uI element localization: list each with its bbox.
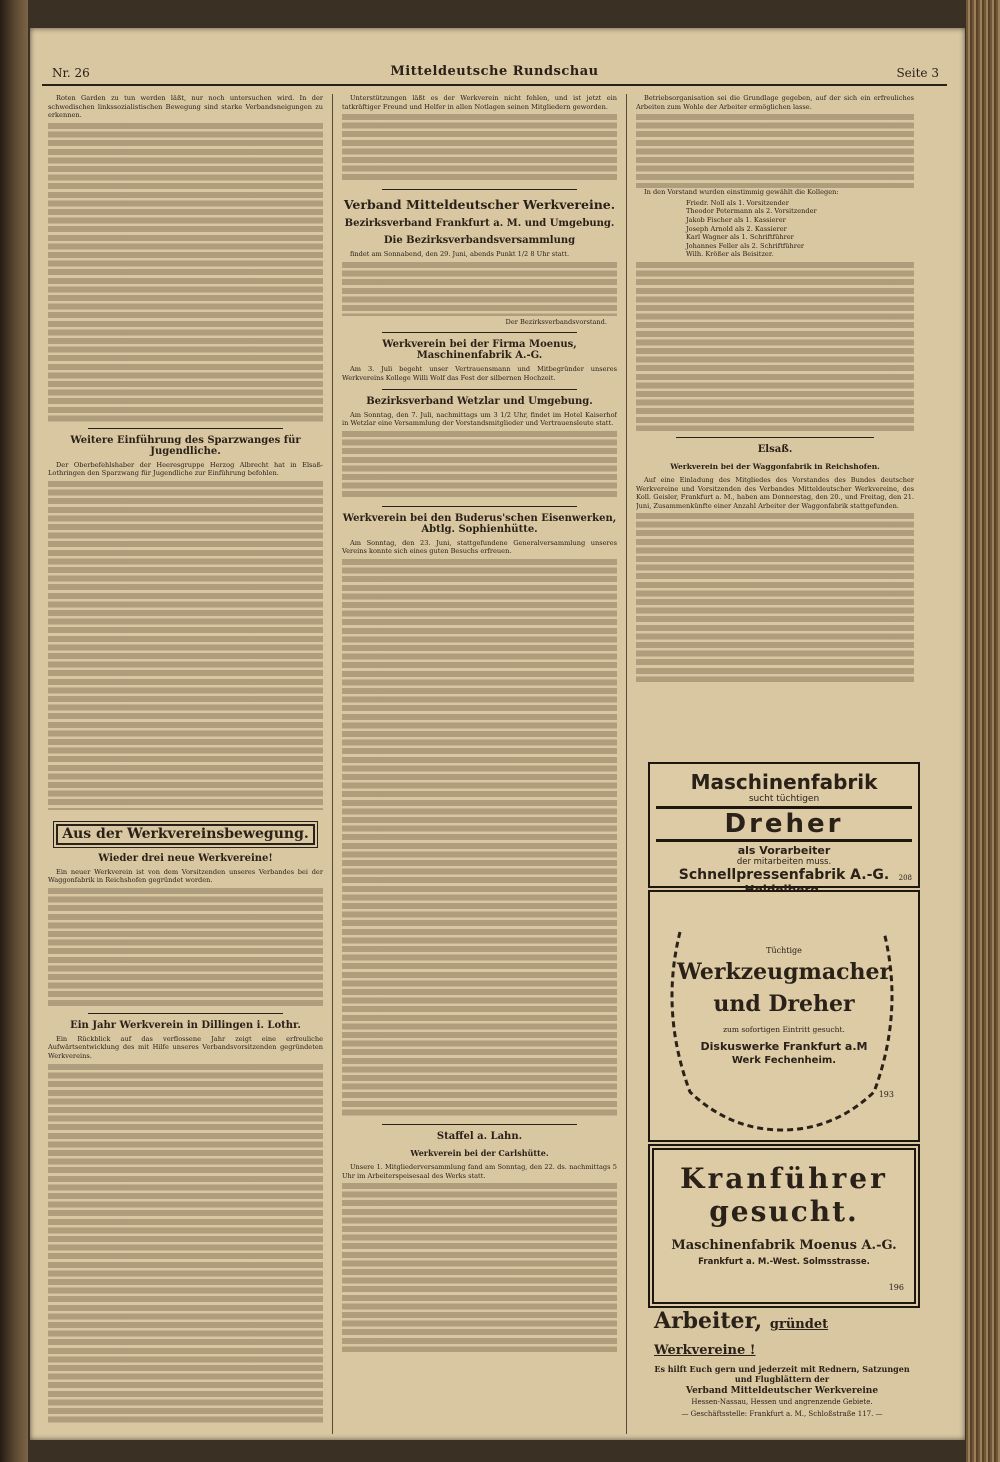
divider	[382, 389, 577, 390]
ad3-line2: gesucht.	[709, 1195, 859, 1228]
ad-maschinenfabrik-dreher	[648, 762, 920, 888]
divider	[382, 189, 577, 190]
column-3	[636, 94, 914, 754]
vorstand-member: Karl Wagner als 1. Schriftführer	[686, 233, 794, 242]
issue-number: Nr. 26	[52, 66, 90, 80]
buderus-text-block	[342, 558, 617, 1118]
ad1-line6: Schnellpressenfabrik A.-G.	[678, 867, 890, 883]
ad-kranfuehrer	[648, 1144, 920, 1308]
dillingen-lead: Ein Rückblick auf das verflossene Jahr zeigt eine erfreuliche Aufwärtsentwicklung des mit Hilfe unseres Verbandsvorsitzenden gegründeten Werkvereins.	[48, 1034, 323, 1060]
ad-werkzeugmacher	[648, 890, 920, 1142]
vorstand-member: Friedr. Noll als 1. Vorsitzender	[686, 198, 789, 207]
page-edges	[966, 0, 1000, 1462]
werkvereinsbewegung-box: Aus der Werkvereinsbewegung.	[56, 824, 315, 845]
vorstand-intro: In den Vorstand wurden einstimmig gewählt die Kollegen:	[644, 188, 839, 197]
elsass-text-block	[636, 512, 914, 682]
ad4-line2: gründet Werkvereine !	[654, 1317, 829, 1358]
ad3-line1: Kranführer	[680, 1162, 888, 1195]
buderus-heading: Werkverein bei den Buderus'schen Eisenwerken, Abtlg. Sophienhütte.	[342, 512, 617, 535]
column-rule	[332, 94, 333, 1434]
vorstand-member: Johannes Feller als 2. Schriftführer	[686, 241, 805, 250]
ad4-line3: Es hilft Euch gern und jederzeit mit Rednern, Satzungen und Flugblättern der	[654, 1364, 910, 1384]
vorstand-member: Joseph Arnold als 2. Kassierer	[686, 224, 787, 233]
drei-werkvereine-heading: Wieder drei neue Werkvereine!	[98, 852, 273, 864]
column-2	[342, 94, 617, 1434]
ad4-line4: Verband Mitteldeutscher Werkvereine	[685, 1386, 879, 1396]
vorstand-list	[686, 199, 914, 259]
divider	[382, 1124, 577, 1125]
versammlung-lead: findet am Sonnabend, den 29. Juni, abends Punkt 1/2 8 Uhr statt.	[350, 250, 570, 259]
elsass-heading: Elsaß.	[757, 443, 793, 455]
versammlung-signature: Der Bezirksverbandsvorstand.	[505, 317, 607, 326]
newspaper-title: Mitteldeutsche Rundschau	[390, 64, 599, 79]
ad2-line3: und Dreher	[713, 991, 855, 1017]
divider	[88, 1013, 283, 1014]
ad4-line6: — Geschäftsstelle: Frankfurt a. M., Schloßstraße 117. —	[681, 1410, 883, 1418]
col3-body-text-block	[636, 261, 914, 431]
vorstand-member: Wilh. Krößer als Beisitzer.	[686, 250, 774, 259]
ad4-line5: Hessen-Nassau, Hessen und angrenzende Gebiete.	[691, 1398, 873, 1406]
ad1-code: 208	[898, 874, 912, 882]
vorstand-member: Jakob Fischer als 1. Kassierer	[686, 215, 786, 224]
dillingen-text-block	[48, 1063, 323, 1423]
page-header	[42, 62, 947, 86]
ad2-code: 193	[878, 1090, 894, 1099]
col3-text-block	[636, 113, 914, 188]
ad3-code: 196	[888, 1283, 904, 1292]
divider	[676, 437, 874, 438]
ad2-line2: Werkzeugmacher	[676, 959, 892, 985]
ad2-line6: Werk Fechenheim.	[731, 1055, 837, 1066]
ad2-line5: Diskuswerke Frankfurt a.M	[700, 1040, 868, 1053]
elsass-subheading: Werkverein bei der Waggonfabrik in Reichshofen.	[670, 461, 880, 471]
buderus-lead: Am Sonntag, den 23. Juni, stattgefundene Generalversammlung unseres Vereins konnte sich eines guten Besuchs erfreuen.	[342, 538, 617, 556]
staffel-subheading: Werkverein bei der Carlshütte.	[410, 1147, 549, 1158]
ad1-line2: sucht tüchtigen	[748, 794, 820, 804]
ad1-line3: Dreher	[724, 809, 844, 839]
drei-werkvereine-lead: Ein neuer Werkverein ist von dem Vorsitzenden unseres Verbandes bei der Waggonfabrik in Reichshofen gegründet worden.	[48, 867, 323, 885]
sparzwang-heading: Weitere Einführung des Sparzwanges für Jugendliche.	[70, 434, 301, 457]
drei-werkvereine-text-block	[48, 887, 323, 1007]
newspaper-page	[30, 28, 965, 1440]
staffel-lead: Unsere 1. Mitgliederversammlung fand am Sonntag, den 22. ds. nachmittags 5 Uhr im Arbeiterspeisesaal des Werks statt.	[342, 1162, 617, 1180]
wetzlar-text-block	[342, 430, 617, 500]
verband-title: Verband Mitteldeutscher Werkvereine.	[343, 197, 616, 213]
divider	[88, 428, 283, 429]
ad1-line4: als Vorarbeiter	[737, 844, 831, 857]
ad-arbeiter-werkvereine	[648, 1308, 916, 1420]
column-1	[48, 94, 323, 1434]
ad2-line1: Tüchtige	[766, 946, 802, 955]
divider	[382, 506, 577, 507]
book-binding	[0, 0, 28, 1462]
wetzlar-heading: Bezirksverband Wetzlar und Umgebung.	[366, 395, 593, 407]
elsass-lead: Auf eine Einladung des Mitgliedes des Vorstandes des Bundes deutscher Werkvereine und Vorsitzenden des Verbandes Mitteldeutscher Werkvereine, des Koll. Geisler, Frankfurt a. M., haben am Donnerstag, den 20., und Freitag, den 21. Juni, Zusammenkünfte einer Anzahl Arbeiter der Waggonfabrik stattgefunden.	[636, 475, 914, 510]
dillingen-heading: Ein Jahr Werkverein in Dillingen i. Lothr.	[70, 1019, 301, 1031]
col3-top-text: Betriebsorganisation sei die Grundlage gegeben, auf der sich ein erfreuliches Arbeiten zum Wohle der Arbeiter ermöglichen lasse.	[636, 94, 914, 111]
staffel-text-block	[342, 1182, 617, 1352]
staffel-heading: Staffel a. Lahn.	[436, 1130, 523, 1142]
moenus-lead: Am 3. Juli begeht unser Vertrauensmann und Mitbegründer unseres Werkvereins Kollege Willi Wolf das Fest der silbernen Hochzeit.	[342, 365, 617, 382]
page-number: Seite 3	[896, 66, 939, 80]
column-rule	[626, 94, 627, 1434]
col2-top-text: Unterstützungen läßt es der Werkverein nicht fehlen, und ist jetzt ein tatkräftiger Freund und Helfer in allen Notlagen seinen Mitgliedern geworden.	[342, 94, 617, 111]
ad3-line3: Maschinenfabrik Moenus A.-G.	[671, 1238, 897, 1253]
vorstand-member: Theodor Petermann als 2. Vorsitzender	[686, 207, 817, 216]
ad2-line4: zum sofortigen Eintritt gesucht.	[723, 1025, 845, 1034]
col1-text-block	[48, 122, 323, 422]
bezirk-frankfurt-title: Bezirksverband Frankfurt a. M. und Umgebung.	[344, 218, 615, 230]
ad4-line1: Arbeiter,	[654, 1308, 763, 1334]
col1-top-text: Roten Garden zu tun werden läßt, nur noch untersuchen wird. In der schwedischen linkssozialistischen Bewegung sind starke Verbandsneigungen zu erkennen.	[48, 94, 323, 120]
sparzwang-text-block	[48, 480, 323, 810]
sparzwang-lead: Der Oberbefehlshaber der Heeresgruppe Herzog Albrecht hat in Elsaß-Lothringen den Sparzwang für Jugendliche zur Einführung befohlen.	[48, 460, 323, 478]
divider	[382, 332, 577, 333]
versammlung-text-block	[342, 261, 617, 316]
moenus-heading: Werkverein bei der Firma Moenus, Maschinenfabrik A.-G.	[382, 339, 577, 362]
versammlung-heading: Die Bezirksverbandsversammlung	[383, 235, 576, 247]
col2-text-block	[342, 113, 617, 183]
ad1-line5: der mitarbeiten muss.	[736, 857, 832, 867]
wetzlar-lead: Am Sonntag, den 7. Juli, nachmittags um 3 1/2 Uhr, findet im Hotel Kaiserhof in Wetzlar eine Versammlung der Vorstandsmitglieder und Vertrauensleute statt.	[342, 410, 617, 428]
ad1-line1: Maschinenfabrik	[690, 770, 878, 794]
ad3-line4: Frankfurt a. M.-West. Solmsstrasse.	[698, 1257, 870, 1267]
